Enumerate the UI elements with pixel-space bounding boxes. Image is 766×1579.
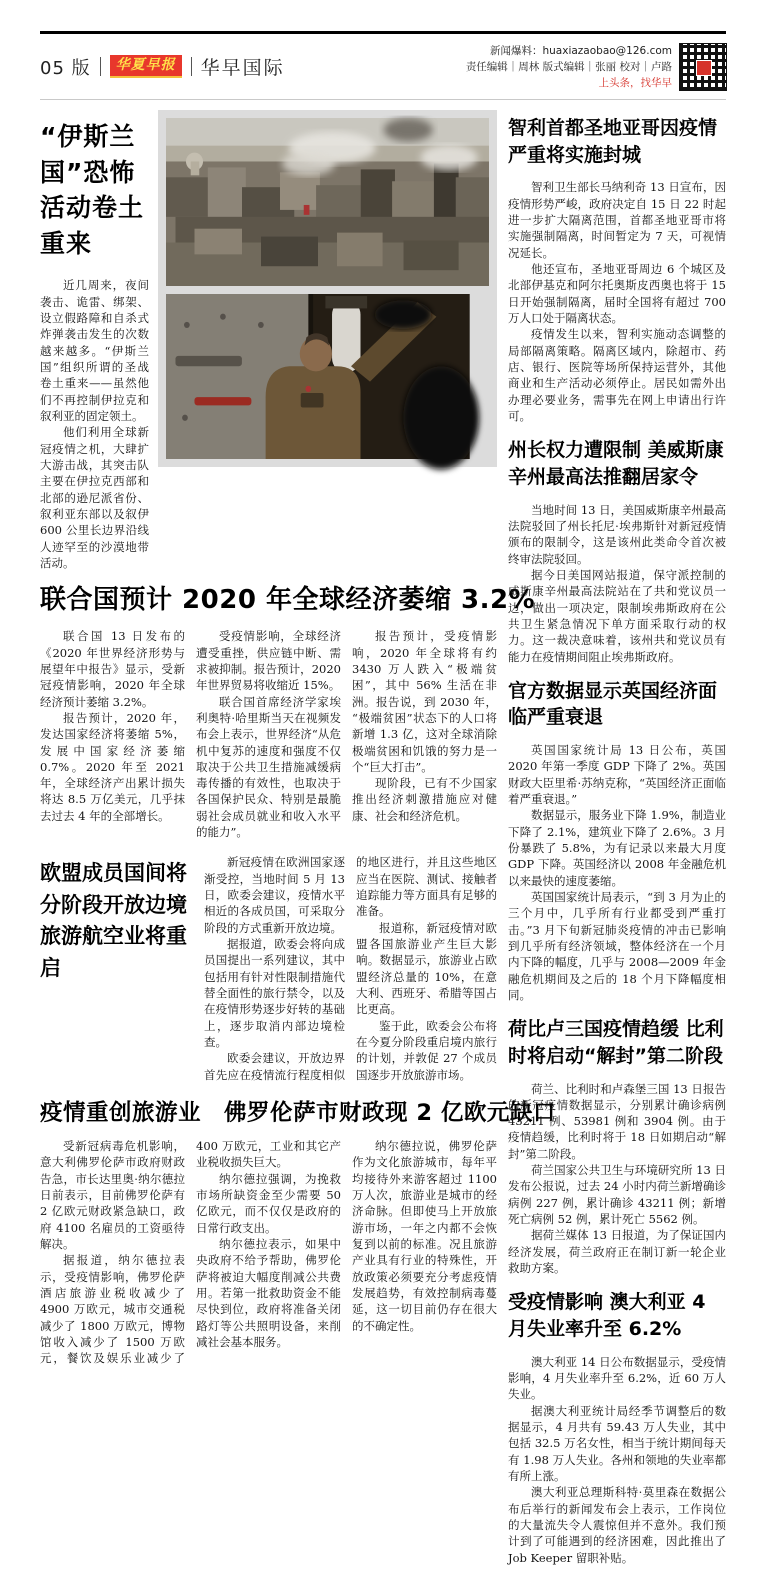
article-isis (40, 110, 149, 571)
article-title: 州长权力遭限制 美威斯康辛州最高法推翻居家令 (508, 439, 724, 488)
article-body (40, 1138, 497, 1367)
paragraph: 新冠疫情在欧洲国家逐渐受控，当地时间 5 月 13 日，欧委会建议，疫情水平相近的各成员国，可采取分阶段的方式重新开放边境。 (204, 855, 345, 935)
editors-line: 责任编辑｜周林 版式编辑｜张丽 校对｜卢路 (465, 60, 672, 73)
right-column (508, 110, 726, 1579)
article-title: 荷比卢三国疫情趋缓 比利时将启动“解封”第二阶段 (508, 1018, 724, 1067)
article-benelux (508, 1016, 726, 1276)
paragraph: 受新冠病毒危机影响，意大利佛罗伦萨市政府财政告急，市长达里奥·纳尔德拉日前表示，目前佛罗伦萨有 2 亿欧元财政紧急缺口，政府 4100 名雇员的工资亟待解决。 (40, 1139, 185, 1252)
paragraph: 他们利用全球新冠疫情之机，大肆扩大游击战，其突击队主要在伊拉克西部和北部的逊尼派省份、叙利亚东部以及叙伊 600 公里长边界沿线人迹罕至的沙漠地带活动。 (40, 425, 149, 570)
brand-logo: 华夏早报 (110, 55, 182, 78)
paragraph: 联合国首席经济学家埃利奥特·哈里斯当天在视频发布会上表示，世界经济“从危机中复苏的速度和强度不仅取决于公共卫生措施减缓病毒传播的有效性，也取决于各国保护民众、特别是最脆弱社会成员就业和收入水平的能力”。 (196, 694, 341, 840)
paragraph: 英国国家统计局表示，“到 3 月为止的三个月中，几乎所有行业都受到严重打击。”3 月下旬新冠肺炎疫情的冲击已影响到几乎所有经济领域，整体经济在一个月内下降的幅度，几乎与 2008—2009 年金融危机期间及之后的 18 个月下降幅度相同。 (508, 890, 726, 1002)
ruined-city-photo (166, 118, 489, 286)
header-rule (40, 99, 726, 100)
paragraph: 据荷兰媒体 13 日报道，为了保证国内经济发展，荷兰政府正在制订新一轮企业救助方案。 (508, 1228, 726, 1276)
paragraph: 当地时间 13 日，美国威斯康辛州最高法院驳回了州长托尼·埃弗斯针对新冠疫情颁布的限制令，这是该州此类命令首次被终审法院驳回。 (508, 502, 726, 566)
article-title: 疫情重创旅游业 佛罗伦萨市财政现 2 亿欧元缺口 (40, 1100, 556, 1127)
paragraph: 报告预计，受疫情影响，2020 年全球将有约 3430 万人跌入“极端贫困”，其中 56% 生活在非洲。报告说，到 2030 年，“极端贫困”状态下的人口将新增 1.3 亿，这对全球消除极端贫困和饥饿的努力是一个“巨大打击”。 (352, 629, 497, 774)
article-body (204, 854, 497, 1083)
tipline: 新闻爆料：huaxiazaobao@126.com (489, 44, 672, 57)
qr-code (680, 44, 726, 90)
left-main-area (40, 110, 556, 1579)
article-body (508, 742, 726, 1003)
paragraph: 数据显示，服务业下降 1.9%，制造业下降了 2.1%，建筑业下降了 2.6%。3 月份暴跌了 5.8%，为有记录以来最大月度 GDP 下降。英国经济以 2008 年金融危机以来最快的速度萎缩。 (508, 808, 726, 888)
masthead-left (40, 53, 285, 80)
top-band (40, 110, 497, 571)
paragraph: 荷兰、比利时和卢森堡三国 13 日报告的新冠疫情数据显示，分别累计确诊病例 43211 例、53981 例和 3904 例。由于疫情趋缓，比利时将于 18 日如期启动“解封”第二阶段。 (508, 1081, 726, 1161)
paragraph: 疫情发生以来，智利实施动态调整的局部隔离策略。隔离区域内，除超市、药店、银行、医院等场所保持运营外，其他商业和生产活动必须停止。居民如需外出办理必要业务，需事先在网上申请出行许可。 (508, 327, 726, 424)
article-body (40, 277, 149, 571)
slogan: 上头条，找华早 (598, 77, 672, 90)
article-australia (508, 1289, 726, 1565)
paragraph: 英国国家统计局 13 日公布，英国 2020 年第一季度 GDP 下降了 2%。英国财政大臣里希·苏纳克称，“英国经济正面临着严重衰退。” (508, 743, 726, 807)
paragraph: 纳尔德拉强调，为挽救市场所缺资金至少需要 50 亿欧元，而不仅仅是政府的日常行政支出。 (196, 1171, 341, 1235)
article-title: 受疫情影响 澳大利亚 4 月失业率升至 6.2% (508, 1291, 706, 1341)
paragraph: 鉴于此，欧委会公布将在今夏分阶段重启境内旅行的计划，并敦促 27 个成员国逐步开放旅游市场。 (356, 1018, 497, 1082)
paragraph: 他还宣布，圣地亚哥周边 6 个城区及北部伊基克和阿尔托奥斯皮西奥也将于 15 日开始强制隔离，届时全国将有超过 700 万人口处于隔离状态。 (508, 262, 726, 326)
paragraph: 受疫情影响，全球经济遭受重挫，供应链中断、需求被抑制。报告预计，2020 年世界贸易将收缩近 15%。 (196, 629, 341, 693)
paragraph: 据报道，纳尔德拉表示，受疫情影响，佛罗伦萨酒店旅游业税收减少了 4900 万欧元，城市交通税减少了 1800 万欧元，博物馆收入减少了 1500 万欧元，餐饮及娱乐业减少了 400 万欧元，工业和其它产业税收损失巨大。 (40, 1139, 341, 1366)
divider (191, 57, 192, 76)
article-title: 联合国预计 2020 年全球经济萎缩 3.2% (40, 585, 536, 616)
article-eu (40, 854, 497, 1083)
paragraph: 报告预计，2020 年，发达国家经济将萎缩 5%，发展中国家经济萎缩 0.7%。2020 年至 2021 年，全球经济产出累计损失将达 8.5 万亿美元，几乎抹去过去 4 年的全部增长。 (40, 710, 185, 823)
photo-block (158, 110, 497, 467)
article-body (508, 179, 726, 424)
section-title: 华早国际 (200, 57, 285, 80)
masthead (40, 34, 726, 100)
article-uk (508, 678, 726, 1003)
article-wisconsin (508, 437, 726, 664)
paragraph: 欧委会建议，开放边界首先应在疫情流行程度相似的地区进行，并且这些地区应当在医院、测试、接触者追踪能力等方面具有足够的准备。 (204, 855, 497, 1082)
paragraph: 据澳大利亚统计局经季节调整后的数据显示，4 月共有 59.43 万人失业，其中包括 32.5 万名女性，相当于统计期间每天有 1.98 万人失业。各州和领地的失业率都有所上涨。 (508, 1403, 726, 1483)
paragraph: 纳尔德拉表示，如果中央政府不给予帮助，佛罗伦萨将被迫大幅度削减公共费用。若第一批救助资金不能尽快到位，政府将准备关闭路灯等公共照明设备，来削减社会基本服务。 (196, 1237, 341, 1349)
article-un (40, 579, 536, 840)
paragraph: 澳大利亚 14 日公布数据显示，受疫情影响，4 月失业率升至 6.2%，近 60 万人失业。 (508, 1354, 726, 1402)
paragraph: 荷兰国家公共卫生与环境研究所 13 日发布公报说，过去 24 小时内荷兰新增确诊病例 227 例，累计确诊 43211 例；新增死亡病例 52 例，累计死亡 5562 例。 (508, 1163, 726, 1227)
article-body (508, 1081, 726, 1277)
article-florence (40, 1095, 556, 1367)
paragraph: 报道称，新冠疫情对欧盟各国旅游业产生巨大影响。数据显示，旅游业占欧盟经济总量的 10%，在意大利、西班牙、希腊等国占比更高。 (356, 920, 497, 1017)
paragraph: 现阶段，已有不少国家推出经济刺激措施应对健康、社会和经济危机。 (352, 776, 497, 823)
article-body (508, 502, 726, 665)
paragraph: 智利卫生部长马纳利奇 13 日宣布，因疫情形势严峻，政府决定自 15 日 22 时起进一步扩大隔离范围，首都圣地亚哥市将实施强制隔离，时间暂定为 7 天，可视情况延长。 (508, 180, 726, 260)
paragraph: 联合国 13 日发布的《2020 年世界经济形势与展望年中报告》显示，受新冠疫情影响，2020 年全球经济预计萎缩 3.2%。 (40, 629, 185, 709)
masthead-info (466, 43, 672, 92)
article-title: 官方数据显示英国经济面临严重衰退 (508, 679, 718, 729)
newspaper-page (0, 31, 766, 1565)
airman-photo (166, 294, 470, 459)
edition-label: 05 版 (40, 57, 91, 79)
page-body (40, 110, 726, 1579)
paragraph: 据今日美国网站报道，保守派控制的威斯康辛州最高法院站在了共和党议员一边，做出一项决定，限制埃弗斯政府在公共卫生紧急情况下单方面采取行动的权力。这一裁决意味着，该州共和党议员有能力在疫情期间阻止埃弗斯政府。 (508, 567, 726, 664)
article-body (508, 1354, 726, 1566)
article-chile (508, 115, 726, 424)
paragraph: 据报道，欧委会将向成员国提出一系列建议，其中包括用有针对性限制措施代替全面性的旅行禁令，以及在疫情形势逐步好转的基础上，逐步取消内部边境检查。 (204, 937, 345, 1050)
paragraph: 澳大利亚总理斯科特·莫里森在数据公布后举行的新闻发布会上表示，工作岗位的大量流失令人震惊但并不意外。我们预计到了可能遇到的经济困难，因此推出了 Job Keeper 留职补贴。 (508, 1485, 726, 1565)
article-title: “伊斯兰国”恐怖活动卷土重来 (40, 122, 145, 258)
divider (100, 57, 101, 76)
article-title: 智利首都圣地亚哥因疫情严重将实施封城 (508, 117, 718, 166)
paragraph: 纳尔德拉说，佛罗伦萨作为文化旅游城市，每年平均接待外来游客超过 1100 万人次，旅游业是城市的经济命脉。但即使马上开放旅游市场，一年之内都不会恢复到以前的标准。况且旅游产业具有行业的特殊性，开放政策必须要充分考虑疫情发展趋势，有效控制病毒蔓延，这一切目前仍存在很大的不确定性。 (352, 1139, 497, 1333)
article-body (40, 628, 497, 840)
masthead-right (466, 43, 726, 92)
paragraph: 近几周来，夜间袭击、诡雷、绑架、设立假路障和自杀式炸弹袭击发生的次数越来越多。“伊斯兰国”组织所谓的圣战卷土重来——虽然他们不再控制伊拉克和叙利亚的固定领土。 (40, 278, 149, 423)
article-title: 欧盟成员国间将分阶段开放边境 旅游航空业将重启 (40, 861, 187, 980)
